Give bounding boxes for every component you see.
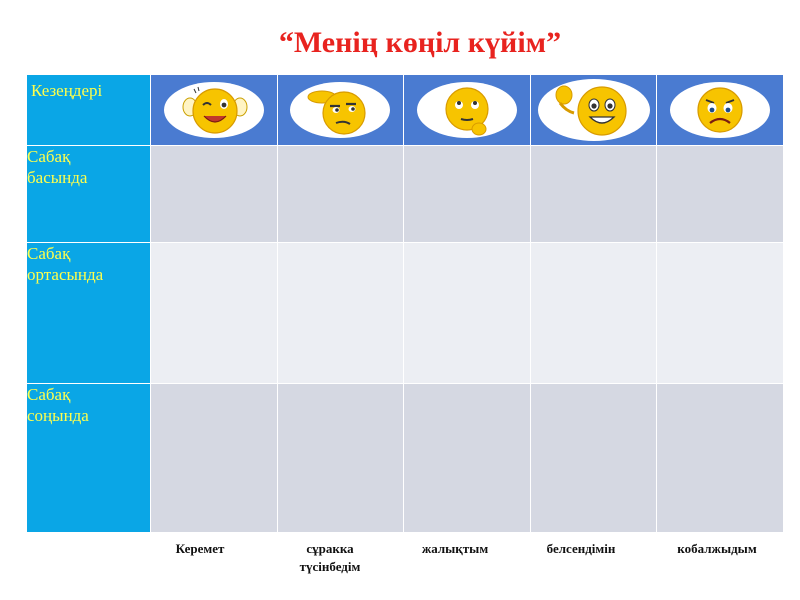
caption-great: Керемет [175, 541, 225, 556]
mood-cell[interactable] [530, 384, 657, 533]
mood-cell[interactable] [151, 146, 278, 243]
mood-cell[interactable] [277, 384, 404, 533]
table-header-row [27, 75, 784, 146]
mood-captions [150, 540, 784, 580]
mood-cell[interactable] [404, 146, 531, 243]
caption-bored: жалықтым [421, 541, 489, 556]
waving-happy-smiley-icon [546, 81, 642, 139]
table-row [27, 384, 784, 533]
mood-table [26, 74, 784, 533]
mood-header-bored [404, 75, 531, 146]
stages-header: Кезеңдері [27, 75, 151, 146]
mood-cell[interactable] [657, 146, 784, 243]
worried-smiley-icon [680, 83, 760, 137]
mood-cell[interactable] [151, 384, 278, 533]
mood-header-confused [277, 75, 404, 146]
caption-confused: сұракка түсінбедім [299, 541, 361, 574]
mood-header-active [530, 75, 657, 146]
mood-cell[interactable] [657, 243, 784, 384]
row-label-start: Сабақ басында [27, 146, 151, 243]
mood-cell[interactable] [657, 384, 784, 533]
mood-cell[interactable] [404, 384, 531, 533]
mood-header-great [151, 75, 278, 146]
bored-smiley-icon [427, 83, 507, 137]
mood-header-nervous [657, 75, 784, 146]
skeptical-smiley-icon [300, 83, 380, 137]
mood-cell[interactable] [277, 243, 404, 384]
caption-nervous: кобалжыдым [677, 541, 757, 556]
row-label-middle: Сабақ ортасында [27, 243, 151, 384]
caption-active: белсендімін [546, 541, 616, 556]
row-label-end: Сабақ соңында [27, 384, 151, 533]
table-row [27, 243, 784, 384]
page-title: “Менің көңіл күйім” [278, 26, 562, 59]
winking-thumbs-up-smiley-icon [174, 83, 254, 137]
mood-cell[interactable] [277, 146, 404, 243]
mood-cell[interactable] [151, 243, 278, 384]
mood-cell[interactable] [530, 243, 657, 384]
table-row [27, 146, 784, 243]
mood-cell[interactable] [530, 146, 657, 243]
mood-cell[interactable] [404, 243, 531, 384]
